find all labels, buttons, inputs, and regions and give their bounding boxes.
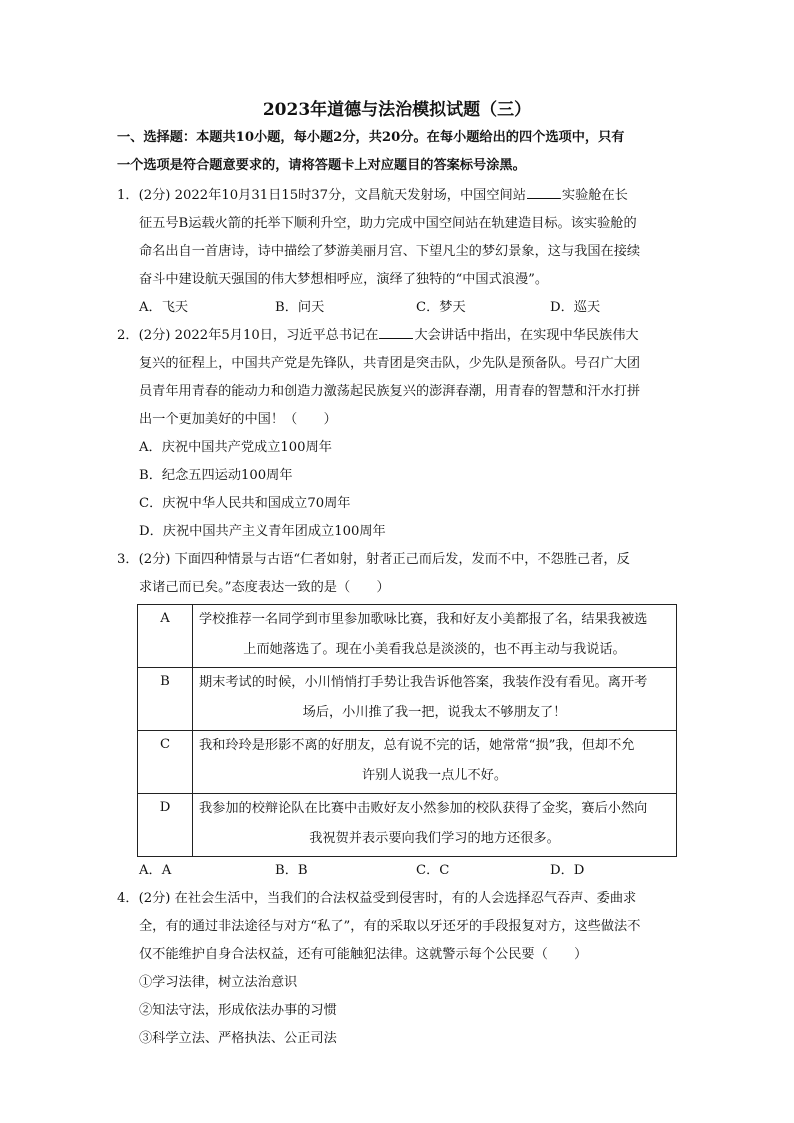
table-row <box>138 794 677 857</box>
row-text-line: 许别人说我一点儿不好。 <box>361 768 508 783</box>
question-line: 出一个更加美好的中国！（ ） <box>139 412 337 427</box>
row-text <box>193 605 677 668</box>
question-line: 奋斗中建设航天强国的伟大梦想相呼应，演绎了独特的“中国式浪漫”。 <box>139 272 549 287</box>
question-line: 求诸己而已矣。”态度表达一致的是（ ） <box>139 580 390 595</box>
section-header <box>117 124 677 180</box>
options-row <box>117 857 677 885</box>
row-label: D <box>138 794 193 857</box>
option-a[interactable]: A．庆祝中国共产党成立100周年 <box>139 440 332 455</box>
question-line: 复兴的征程上，中国共产党是先锋队，共青团是突击队，少先队是预备队。号召广大团 <box>139 356 641 371</box>
fill-blank <box>527 183 561 199</box>
row-text-line: 我和玲玲是形影不离的好朋友，总有说不完的话，她常常“损”我，但却不允 <box>199 738 635 753</box>
option-b[interactable]: B．纪念五四运动100周年 <box>139 468 293 483</box>
question-2 <box>117 322 677 546</box>
row-text-line: 我祝贺并表示要向我们学习的地方还很多。 <box>309 831 560 846</box>
question-text: 1．(2分) 2022年10月31日15时37分，文昌航天发射场，中国空间站 <box>117 188 526 203</box>
question-4 <box>117 885 677 1053</box>
section-header-line: 一个选项是符合题意要求的，请将答题卡上对应题目的答案标号涂黑。 <box>117 158 526 173</box>
option-a[interactable]: A．A <box>139 863 172 878</box>
question-line: 全，有的通过非法途径与对方“私了”，有的采取以牙还牙的手段报复对方，这些做法不 <box>139 919 641 934</box>
option-b[interactable]: B．B <box>275 863 308 878</box>
row-text <box>193 731 677 794</box>
row-text-line: 我参加的校辩论队在比赛中击败好友小然参加的校队获得了金奖，赛后小然向 <box>199 801 648 816</box>
option-a[interactable]: A．飞天 <box>139 300 189 315</box>
row-label: B <box>138 668 193 731</box>
question-line <box>117 182 677 210</box>
statement-item: ③科学立法、严格执法、公正司法 <box>139 1031 337 1046</box>
table-row <box>138 668 677 731</box>
option-d[interactable]: D．庆祝中国共产主义青年团成立100周年 <box>139 524 386 539</box>
options-row <box>117 294 677 322</box>
question-line: 员青年用青春的能动力和创造力激荡起民族复兴的澎湃春潮，用青春的智慧和汗水打拼 <box>139 384 641 399</box>
fill-blank <box>379 323 413 339</box>
page-title: 2023年道德与法治模拟试题（三） <box>262 100 532 120</box>
statement-item: ①学习法律，树立法治意识 <box>139 975 298 990</box>
question-line: 3．(2分) 下面四种情景与古语“仁者如射，射者正己而后发，发而不中，不怨胜己者，反 <box>117 552 630 567</box>
row-label: A <box>138 605 193 668</box>
question-line: 4．(2分) 在社会生活中，当我们的合法权益受到侵害时，有的人会选择忍气吞声、委曲求 <box>117 891 637 906</box>
question-1 <box>117 182 677 322</box>
statement-item: ②知法守法，形成依法办事的习惯 <box>139 1003 337 1018</box>
question-line: 命名出自一首唐诗，诗中描绘了梦游美丽月宫、下望凡尘的梦幻景象，这与我国在接续 <box>139 244 641 259</box>
question-text: 实验舱在长 <box>561 188 628 203</box>
row-label: C <box>138 731 193 794</box>
option-b[interactable]: B．问天 <box>275 300 325 315</box>
row-text <box>193 794 677 857</box>
section-header-line: 一、选择题：本题共10小题，每小题2分，共20分。在每小题给出的四个选项中，只有 <box>117 130 625 145</box>
question-line: 征五号B运载火箭的托举下顺利升空，助力完成中国空间站在轨建造目标。该实验舱的 <box>139 216 637 231</box>
question-text: 2．(2分) 2022年5月10日，习近平总书记在 <box>117 328 379 343</box>
option-d[interactable]: D．D <box>550 863 585 878</box>
option-c[interactable]: C．庆祝中华人民共和国成立70周年 <box>139 496 351 511</box>
question-line: 仅不能维护自身合法权益，还有可能触犯法律。这就警示每个公民要（ ） <box>139 947 588 962</box>
row-text-line: 学校推荐一名同学到市里参加歌咏比赛，我和好友小美都报了名，结果我被选 <box>199 612 648 627</box>
row-text-line: 上而她落选了。现在小美看我总是淡淡的，也不再主动与我说话。 <box>243 642 626 657</box>
question-text: 大会讲话中指出，在实现中华民族伟大 <box>414 328 639 343</box>
option-d[interactable]: D．巡天 <box>550 300 601 315</box>
table-row <box>138 731 677 794</box>
row-text <box>193 668 677 731</box>
table-row <box>138 605 677 668</box>
row-text-line: 场后，小川推了我一把，说我太不够朋友了！ <box>302 705 567 720</box>
option-c[interactable]: C．梦天 <box>416 300 466 315</box>
question-3 <box>117 546 677 885</box>
scenario-table <box>137 604 677 857</box>
row-text-line: 期末考试的时候，小川悄悄打手势让我告诉他答案，我装作没有看见。离开考 <box>199 675 648 690</box>
option-c[interactable]: C．C <box>416 863 450 878</box>
question-line <box>117 322 677 350</box>
